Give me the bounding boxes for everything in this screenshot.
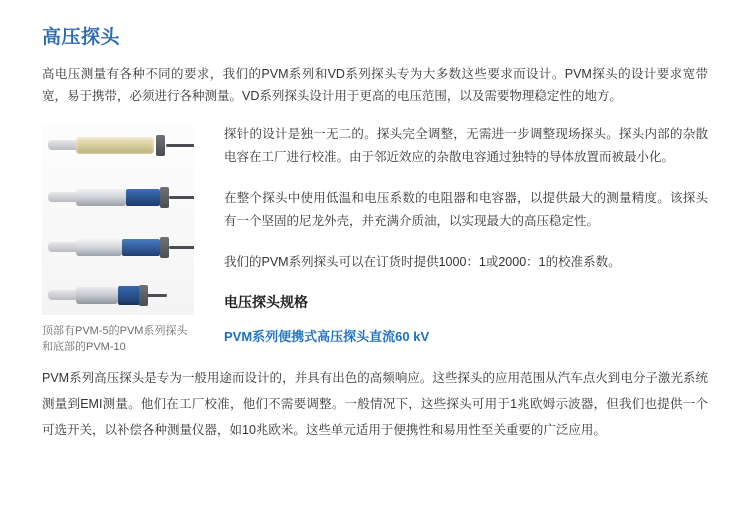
probe-cable-icon: [147, 294, 167, 297]
figure-caption: 顶部有PVM-5的PVM系列探头和底部的PVM-10: [42, 325, 188, 353]
description-paragraph-2: 在整个探头中使用低温和电压系数的电阻器和电容器，以提供最大的测量精度。该探头有一个坚固的尼龙外壳，并充满介质油，以实现最大的高压稳定性。: [224, 191, 708, 228]
description-paragraph-3: 我们的PVM系列探头可以在订货时提供1000：1或2000：1的校准系数。: [224, 255, 621, 269]
spec-subheading-link[interactable]: PVM系列便携式高压探头直流60 kV: [224, 329, 430, 344]
content-two-column: [42, 123, 708, 355]
probe-tip-icon: [48, 242, 78, 252]
product-figure: [42, 123, 210, 355]
description-paragraph-1: 探针的设计是独一无二的。探头完全调整，无需进一步调整现场探头。探头内部的杂散电容在工厂进行校准。由于邻近效应的杂散电容通过独特的导体放置而被最小化。: [224, 127, 708, 164]
probe-body-icon: [76, 189, 126, 206]
probe-body-icon: [76, 287, 118, 304]
tail-paragraph: PVM系列高压探头是专为一般用途而设计的，并具有出色的高频响应。这些探头的应用范围从汽车点火到电分子激光系统测量到EMI测量。他们在工厂校准，他们不需要调整。一般情况下，这些探头可用于1兆欧姆示波器，但我们也提供一个可选开关，以补偿各种测量仪器，如10兆欧米。这些单元适用于便携性和易用性至关重要的广泛应用。: [42, 371, 708, 437]
probe-cap-icon: [160, 187, 169, 208]
page-title: 高压探头: [42, 27, 121, 48]
probe-tip-icon: [48, 140, 78, 150]
probe-tip-icon: [48, 290, 78, 300]
probe-body-icon: [76, 239, 122, 256]
spec-section-heading: 电压探头规格: [224, 294, 308, 310]
probe-cable-icon: [169, 196, 194, 199]
probe-cable-icon: [166, 144, 194, 147]
probe-pvm-6-icon: [48, 185, 194, 211]
probe-blue-body-icon: [118, 286, 140, 305]
probe-blue-body-icon: [126, 189, 160, 206]
probe-body-icon: [76, 137, 154, 154]
product-photo: [42, 123, 194, 315]
probe-pvm-10-icon: [48, 283, 168, 309]
probe-cable-icon: [169, 246, 194, 249]
probe-cap-icon: [160, 237, 169, 258]
description-column: [224, 123, 708, 351]
probe-pvm-8-icon: [48, 235, 194, 261]
probe-tip-icon: [48, 192, 78, 202]
probe-cap-icon: [156, 135, 165, 156]
intro-paragraph: 高电压测量有各种不同的要求，我们的PVM系列和VD系列探头专为大多数这些要求而设计。PVM探头的设计要求宽带宽，易于携带，必须进行各种测量。VD系列探头设计用于更高的电压范围，以及需要物理稳定性的地方。: [42, 67, 708, 103]
probe-pvm-5-icon: [48, 133, 194, 159]
probe-blue-body-icon: [122, 239, 160, 256]
